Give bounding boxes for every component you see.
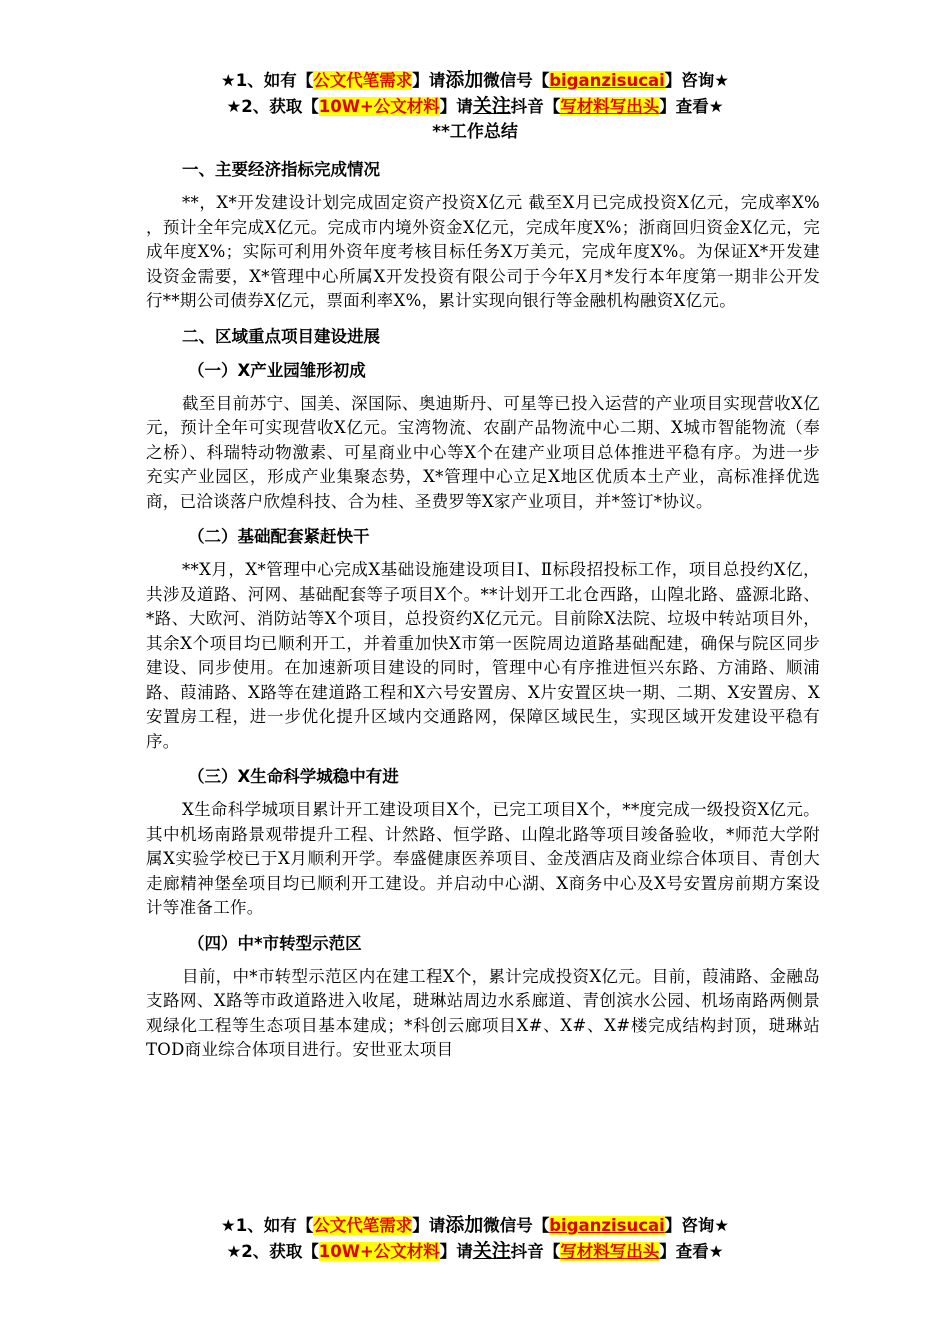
highlight-ghostwriting: 公文代笔需求 — [313, 1216, 413, 1235]
banner-text: ★2、获取【 — [226, 97, 319, 116]
highlight-douyin-id: 写材料写出头 — [560, 1242, 660, 1261]
banner-text: 】咨询★ — [664, 71, 730, 90]
section-heading: 一、主要经济指标完成情况 — [182, 160, 380, 179]
highlight-wechat-id: biganzisucai — [549, 1216, 665, 1235]
banner-emphasis: 关注 — [472, 95, 511, 117]
bottom-banner — [0, 1212, 950, 1264]
banner-text: 】请 — [412, 71, 446, 90]
highlight-materials: 10W+公文材料 — [318, 1242, 440, 1261]
banner-text: 抖音【 — [510, 1242, 561, 1261]
paragraph: 目前，中*市转型示范区内在建工程X个，累计完成投资X亿元。目前，葭浦路、金融岛支路网、X路等市政道路进入收尾，琎琳站周边水系廊道、青创滨水公园、机场南路两侧景观绿化工程等生态项目基本建成；*科创云廊项目X#、X#、X#楼完成结构封顶，琎琳站TOD商业综合体项目进行。安世亚太项目 — [146, 966, 820, 1059]
banner-line-2 — [0, 1238, 950, 1264]
paragraph: 截至目前苏宁、国美、深国际、奥迪斯丹、可星等已投入运营的产业项目实现营收X亿元，预计全年可实现营收X亿元。宝湾物流、农副产品物流中心二期、X城市智能物流（奉之桥）、科瑞特动物激素、可星商业中心等X个在建产业项目总体推进平稳有序。为进一步充实产业园区，形成产业集聚态势，X*管理中心立足X地区优质本土产业，高标准择优选商，已洽谈落户欣煌科技、合为桂、圣费罗等X家产业项目，并*签订*协议。 — [146, 393, 820, 511]
banner-text: 抖音【 — [510, 97, 561, 116]
subsection-heading: （四）中*市转型示范区 — [188, 933, 362, 953]
document-body — [146, 155, 820, 1073]
banner-line-1 — [0, 67, 950, 93]
top-banner — [0, 67, 950, 119]
section-heading: 二、区域重点项目建设进展 — [182, 326, 380, 346]
paragraph: **X月，X*管理中心完成X基础设施建设项目Ⅰ、Ⅱ标段招投标工作，项目总投约X亿，共涉及道路、河网、基础配套等子项目X个。**计划开工北仓西路，山隍北路、盛源北路、*路、大欧河、消防站等X个项目，总投资约X亿元元。目前除X法院、垃圾中转站项目外，其余X个项目均已顺利开工，并着重加快X市第一医院周边道路基础配建，确保与院区同步建设、同步使用。在加速新项目建设的同时，管理中心有序推进恒兴东路、方浦路、顺浦路、葭浦路、X路等在建道路工程和X六号安置房、X片安置区块一期、二期、X安置房、X安置房工程，进一步优化提升区域内交通路网，保障区域民生，实现区域开发建设平稳有序。 — [146, 560, 820, 751]
banner-text: 微信号【 — [483, 71, 550, 90]
banner-text: 】请 — [412, 1216, 446, 1235]
subsection-heading: （三）X生命科学城稳中有进 — [188, 767, 399, 786]
banner-text: 】请 — [439, 1242, 473, 1261]
banner-text: 】请 — [439, 97, 473, 116]
paragraph: X生命科学城项目累计开工建设项目X个，已完工项目X个，**度完成一级投资X亿元。其中机场南路景观带提升工程、计然路、恒学路、山隍北路等项目竣备验收，*师范大学附属X实验学校已于X月顺利开学。奉盛健康医养项目、金茂酒店及商业综合体项目、青创大走廊精神堡垒项目均已顺利开工建设。并启动中心湖、X商务中心及X号安置房前期方案设计等准备工作。 — [146, 800, 820, 917]
banner-emphasis: 添加 — [445, 1214, 484, 1236]
banner-text: 】咨询★ — [664, 1216, 730, 1235]
banner-text: 微信号【 — [483, 1216, 550, 1235]
highlight-douyin-id: 写材料写出头 — [560, 97, 660, 116]
highlight-ghostwriting: 公文代笔需求 — [313, 71, 413, 90]
subsection-heading: （一）X产业园雏形初成 — [188, 360, 366, 380]
banner-text: ★2、获取【 — [226, 1242, 319, 1261]
banner-line-2 — [0, 93, 950, 119]
document-title: **工作总结 — [432, 122, 518, 142]
highlight-materials: 10W+公文材料 — [318, 97, 440, 116]
paragraph: **，X*开发建设计划完成固定资产投资X亿元 截至X月已完成投资X亿元，完成率X% ，预计全年完成X亿元。完成市内境外资金X亿元，完成年度X%；浙商回归资金X亿元，完成年度X%；实际可利用外资年度考核目标任务X万美元，完成年度X%。为保证X*开发建设资金需要，X*管理中心所属X开发投资有限公司于今年X月*发行本年度第一期非公开发行**期公司债券X亿元，票面利率X%，累计实现向银行等金融机构融资X亿元。 — [146, 193, 820, 310]
banner-text: 】查看★ — [659, 1242, 724, 1261]
banner-line-1 — [0, 1212, 950, 1238]
banner-text: ★1、如有【 — [220, 71, 314, 90]
banner-text: 】查看★ — [659, 97, 724, 116]
banner-emphasis: 添加 — [445, 69, 484, 91]
subsection-heading: （二）基础配套紧赶快干 — [188, 527, 370, 546]
highlight-wechat-id: biganzisucai — [549, 71, 665, 90]
banner-emphasis: 关注 — [472, 1240, 511, 1262]
banner-text: ★1、如有【 — [220, 1216, 314, 1235]
